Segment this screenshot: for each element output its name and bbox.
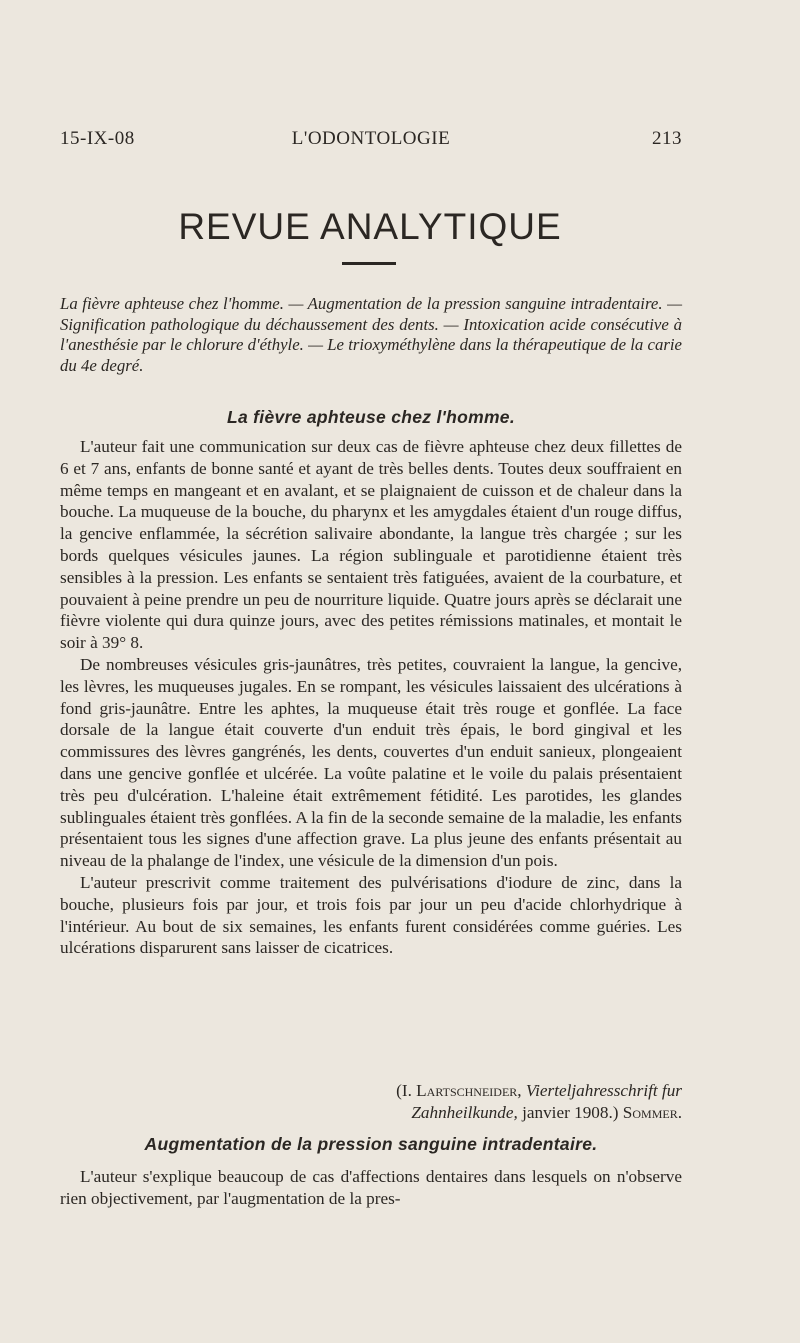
citation-journal-1: Vierteljahresschrift fur	[525, 1081, 682, 1100]
contents-summary: La fièvre aphteuse chez l'homme. — Augmentation de la pression sanguine intradentaire. — Signification pathologique du déchaussement des dents. — Intoxication acide consécutive à l'anesthésie par le chlorure d'éthyle. — Le trioxyméthylène dans la thérapeutique de la carie du 4e degré.	[60, 294, 682, 375]
article1-citation	[60, 1080, 682, 1124]
article1-paragraph-3: L'auteur prescrivit comme traitement des pulvérisations d'iodure de zinc, dans la bouche, plusieurs fois par jour, et trois fois par jour un peu d'acide chlorhydrique à l'intérieur. Au bout de six semaines, les enfants furent considérées comme guéries. Les ulcérations disparurent sans laisser de cicatrices.	[60, 872, 682, 958]
citation-open: (I.	[396, 1081, 412, 1100]
article1-paragraph-2: De nombreuses vésicules gris-jaunâtres, très petites, couvraient la langue, la gencive, les lèvres, les muqueuses jugales. En se rompant, les vésicules laissaient des ulcérations à fond gris-jaunâtre. Entre les aphtes, la muqueuse était très rouge et gonflée. La face dorsale de la langue était couverte d'un enduit très épais, le bord gingival et les commissures des lèvres gangrénés, les dents, couvertes d'un enduit sanieux, plongeaient dans une gencive gonflée et ulcérée. La voûte palatine et le voile du palais présentaient très peu d'ulcération. L'haleine était extrêmement fétidité. Les parotides, les glandes sublinguales étaient très gonflées. A la fin de la seconde semaine de la maladie, les enfants présentaient tous les signes d'une affection grave. La plus jeune des enfants présentait au niveau de la phalange de l'index, une vésicule de la dimension d'un pois.	[60, 654, 682, 871]
article2-paragraph-1: L'auteur s'explique beaucoup de cas d'affections dentaires dans lesquels on n'observe rien objectivement, par l'augmentation de la pres-	[60, 1167, 682, 1208]
citation-date: janvier 1908.)	[522, 1103, 619, 1122]
running-header	[60, 128, 682, 152]
article1-paragraph-1: L'auteur fait une communication sur deux cas de fièvre aphteuse chez deux fillettes de 6 et 7 ans, enfants de bonne santé et ayant de très belles dents. Toutes deux souffraient en même temps en mangeant et en avalant, et se plaignaient de cuisson et de chaleur dans la bouche. La muqueuse de la bouche, du pharynx et les amygdales étaient d'un rouge diffus, la gencive enflammée, la sécrétion salivaire abondante, la langue très chargée ; sur les bords quelques vésicules jaunes. La région sublinguale et parotidienne étaient très sensibles à la pression. Les enfants se sentaient très fatiguées, avaient de la courbature, et pouvaient à peine prendre un peu de nourriture liquide. Quatre jours après se déclarait une fièvre violente qui dura quinze jours, avec des petites rémissions matinales, et montait le soir à 39° 8.	[60, 437, 682, 653]
citation-journal-2: Zahnheilkunde,	[411, 1103, 518, 1122]
article1-body	[60, 436, 682, 959]
issue-date: 15-IX-08	[60, 128, 135, 149]
citation-line-2	[60, 1102, 682, 1124]
page-number: 213	[652, 128, 682, 149]
article2-heading: Augmentation de la pression sanguine intradentaire.	[144, 1134, 598, 1154]
citation-reviewer: Sommer.	[622, 1103, 682, 1122]
citation-line-1	[60, 1080, 682, 1102]
citation-author: Lartschneider,	[416, 1081, 522, 1100]
page-title: REVUE ANALYTIQUE	[178, 206, 562, 247]
title-divider	[342, 262, 396, 265]
journal-name: L'ODONTOLOGIE	[291, 128, 451, 149]
article2-body	[60, 1166, 682, 1210]
article1-heading: La fièvre aphteuse chez l'homme.	[226, 407, 516, 427]
